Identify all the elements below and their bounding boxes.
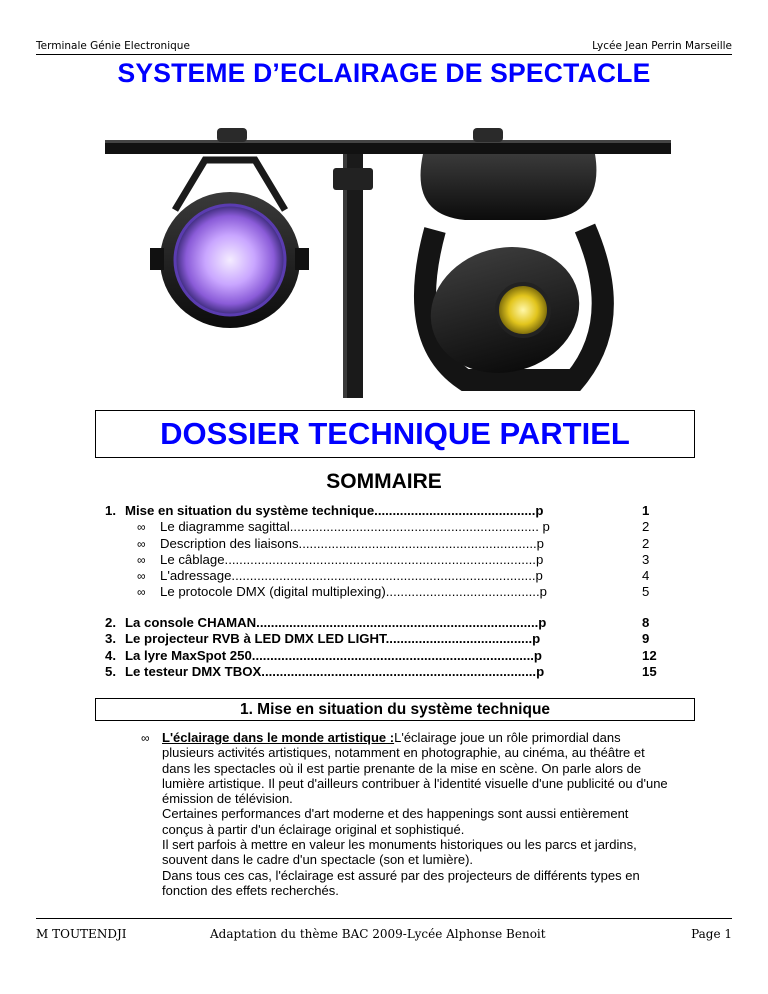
toc-page: 5	[642, 584, 650, 600]
toc-page: 8	[642, 615, 650, 630]
toc-item	[105, 631, 705, 647]
toc-subitem	[105, 536, 705, 552]
footer-page-number: Page 1	[691, 927, 732, 941]
paragraph-line: L'éclairage joue un rôle primordial dans	[394, 730, 621, 745]
toc-subitem	[105, 519, 705, 535]
paragraph-line: Certaines performances d'art moderne et des happenings sont aussi entièrement	[162, 806, 629, 822]
toc-page: 2	[642, 535, 650, 551]
toc-text: La lyre MaxSpot 250.............................................................................p	[125, 647, 542, 663]
toc-num: 1.	[105, 503, 116, 518]
paragraph-line: plusieurs activités artistiques, notamment en photographie, au cinéma, au théâtre et	[162, 745, 645, 761]
toc-num: 2.	[105, 615, 116, 630]
bullet-icon: ∞	[137, 569, 146, 584]
toc-text: Le projecteur RVB à LED DMX LED LIGHT........................................p	[125, 631, 541, 647]
toc-num: 3.	[105, 631, 116, 647]
paragraph-line: lumière artistique. Il peut d'ailleurs contribuer à l'identité visuelle d'une publicité ou d'une	[162, 775, 668, 791]
moving-head-base	[421, 154, 597, 220]
footer-center: Adaptation du thème BAC 2009-Lycée Alphonse Benoit	[210, 927, 546, 941]
toc-page: 15	[642, 663, 657, 679]
paragraph-line: souvent dans le cadre d'un spectacle (son et lumière).	[162, 852, 474, 868]
bullet-icon: ∞	[137, 520, 146, 535]
toc-subitem-text: Le câblage.....................................................................................p	[160, 551, 544, 567]
toc-sections	[105, 615, 705, 680]
bullet-icon: ∞	[141, 731, 150, 745]
paragraph-line: Il sert parfois à mettre en valeur les monuments historiques ou les parcs et jardins,	[162, 837, 637, 853]
header-left: Terminale Génie Electronique	[36, 40, 190, 52]
lighting-photo	[105, 120, 671, 398]
toc-subitem-text: Le protocole DMX (digital multiplexing)..........................................p	[160, 584, 547, 600]
toc-page: 2	[642, 519, 650, 535]
toc-page: 12	[642, 647, 657, 663]
header-right: Lycée Jean Perrin Marseille	[592, 40, 732, 52]
intro-paragraph	[162, 730, 722, 898]
toc-num: 4.	[105, 647, 116, 663]
toc-text: La console CHAMAN.............................................................................p	[125, 615, 547, 630]
toc-subitem	[105, 552, 705, 568]
summary-heading: SOMMAIRE	[326, 470, 442, 493]
paragraph-lead: L'éclairage dans le monde artistique :	[162, 730, 395, 745]
toc-page: 1	[642, 503, 650, 518]
page-footer	[36, 918, 732, 943]
toc-num: 5.	[105, 663, 116, 679]
dossier-title: DOSSIER TECHNIQUE PARTIEL	[95, 410, 695, 458]
toc-text: Mise en situation du système technique............................................p	[125, 503, 544, 518]
bullet-icon: ∞	[137, 552, 146, 567]
toc-subitem-text: Le diagramme sagittal.................................................................... p	[160, 519, 550, 535]
page-header	[36, 38, 732, 55]
toc-subitem	[105, 568, 705, 584]
toc-item	[105, 615, 705, 631]
paragraph-line: fonction des effets recherchés.	[162, 882, 339, 898]
toc-page: 4	[642, 568, 650, 584]
paragraph-line: conçus à partir d'un éclairage original et sophistiqué.	[162, 821, 465, 837]
paragraph-line: émission de télévision.	[162, 791, 293, 807]
bullet-icon: ∞	[137, 585, 146, 600]
paragraph-line: Dans tous ces cas, l'éclairage est assuré par des projecteurs de différents types en	[162, 867, 640, 883]
footer-author: M TOUTENDJI	[36, 927, 127, 941]
paragraph-line: dans les spectacles où il est partie prenante de la mise en scène. On parle alors de	[162, 760, 642, 776]
toc-section-1	[105, 503, 705, 601]
page-title: SYSTEME D’ECLAIRAGE DE SPECTACLE	[117, 58, 651, 88]
toc-text: Le testeur DMX TBOX...........................................................................p	[125, 663, 545, 679]
toc-subitem-text: Description des liaisons.................................................................p	[160, 535, 545, 551]
toc-subitem-text: L'adressage...................................................................................p	[160, 568, 543, 584]
toc-page: 9	[642, 631, 650, 647]
toc-item	[105, 648, 705, 664]
toc-page: 3	[642, 551, 650, 567]
toc-subitem	[105, 584, 705, 600]
toc-item	[105, 664, 705, 680]
section-heading: 1. Mise en situation du système technique	[95, 698, 695, 721]
bullet-icon: ∞	[137, 536, 146, 551]
